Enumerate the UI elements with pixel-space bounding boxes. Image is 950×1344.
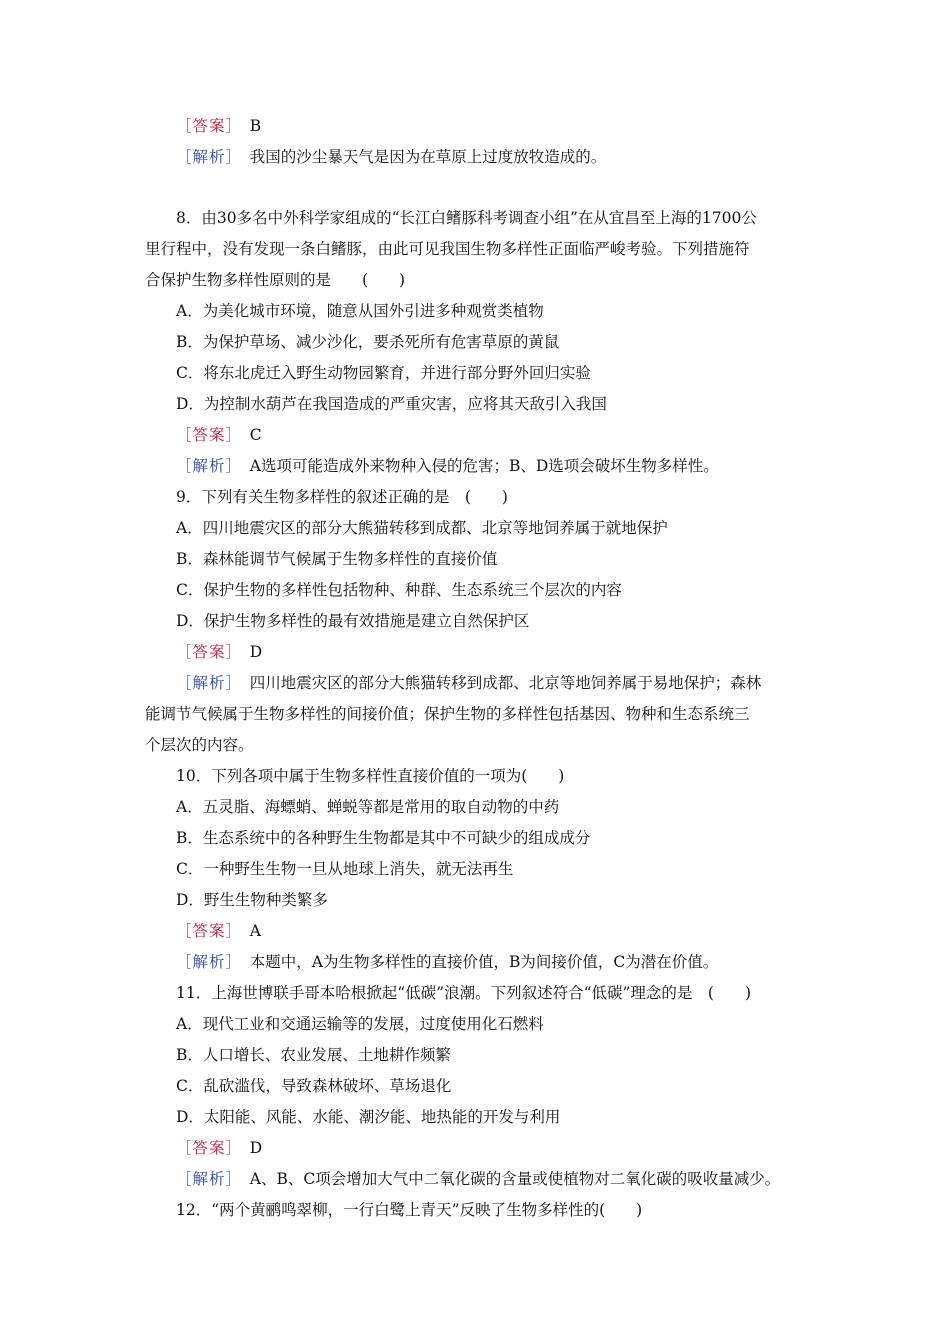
line-text: D．野生生物种类繁多 [176,891,328,909]
text-line [176,797,559,817]
explanation-tag: ［解析］ [176,457,235,475]
line-text: D [234,643,263,661]
line-text: 里行程中，没有发现一条白鳍豚，由此可见我国生物多样性正面临严峻考验。下列措施符 [145,240,750,258]
text-line [176,828,590,848]
answer-tag: ［答案］ [176,117,235,135]
line-text: 四川地震灾区的部分大熊猫转移到成都、北京等地饲养属于易地保护；森林 [234,674,762,692]
text-line [176,301,544,321]
text-line [145,704,750,724]
line-text: 11．上海世博联手哥本哈根掀起“低碳”浪潮。下列叙述符合“低碳”理念的是 ( ) [176,984,752,1002]
line-text: C [234,426,262,444]
text-line [176,1045,451,1065]
line-text: C．保护生物的多样性包括物种、种群、生态系统三个层次的内容 [176,581,622,599]
line-text: A．五灵脂、海螵蛸、蝉蜕等都是常用的取自动物的中药 [176,798,560,816]
answer-tag: ［答案］ [176,643,235,661]
explanation-line [176,1169,780,1189]
text-line [176,394,607,414]
text-line [176,611,529,631]
text-line [176,766,564,786]
text-line [176,890,328,910]
line-text: A [234,922,261,940]
line-text: B．森林能调节气候属于生物多样性的直接价值 [176,550,498,568]
text-line [145,239,750,259]
text-line [176,332,559,352]
explanation-tag: ［解析］ [176,674,235,692]
line-text: C．一种野生生物一旦从地球上消失，就无法再生 [176,860,514,878]
answer-line [176,116,261,136]
line-text: A、B、C项会增加大气中二氧化碳的含量或使植物对二氧化碳的吸收量减少。 [234,1170,781,1188]
answer-line [176,921,261,941]
text-line [176,549,497,569]
text-line [176,580,622,600]
line-text: 能调节气候属于生物多样性的间接价值；保护生物的多样性包括基因、物种和生态系统三 [145,705,750,723]
line-text: B．为保护草场、减少沙化，要杀死所有危害草原的黄鼠 [176,333,560,351]
text-line [145,270,405,290]
line-text: 我国的沙尘暴天气是因为在草原上过度放牧造成的。 [234,148,607,166]
line-text: C．乱砍滥伐，导致森林破坏、草场退化 [176,1077,452,1095]
answer-line [176,425,262,445]
line-text: C．将东北虎迁入野生动物园繁育，并进行部分野外回归实验 [176,364,591,382]
answer-tag: ［答案］ [176,1139,235,1157]
explanation-tag: ［解析］ [176,1170,235,1188]
line-text: 本题中，A为生物多样性的直接价值，B为间接价值，C为潜在价值。 [234,953,719,971]
line-text: 9．下列有关生物多样性的叙述正确的是 ( ) [176,488,508,506]
explanation-line [176,952,718,972]
line-text: 12．“两个黄鹂鸣翠柳，一行白鹭上青天”反映了生物多样性的( ) [176,1201,643,1219]
text-line [176,859,513,879]
text-line [176,487,508,507]
explanation-line [176,147,606,167]
text-line [176,1200,642,1220]
line-text: B．生态系统中的各种野生生物都是其中不可缺少的组成成分 [176,829,591,847]
line-text: D．太阳能、风能、水能、潮汐能、地热能的开发与利用 [176,1108,561,1126]
line-text: 合保护生物多样性原则的是 ( ) [145,271,406,289]
line-text: 个层次的内容。 [145,736,254,754]
line-text: D．保护生物多样性的最有效措施是建立自然保护区 [176,612,530,630]
line-text: D [234,1139,263,1157]
text-line [176,363,591,383]
line-text: A．为美化城市环境，随意从国外引进多种观赏类植物 [176,302,544,320]
explanation-line [176,673,761,693]
text-line [145,735,254,755]
explanation-tag: ［解析］ [176,953,235,971]
text-line [176,208,757,228]
line-text: 8．由30多名中外科学家组成的“长江白鳍豚科考调查小组”在从宜昌至上海的1700公 [176,209,757,227]
line-text: A．现代工业和交通运输等的发展，过度使用化石燃料 [176,1015,544,1033]
text-line [176,1107,560,1127]
line-text: B．人口增长、农业发展、土地耕作频繁 [176,1046,451,1064]
line-text: A选项可能造成外来物种入侵的危害；B、D选项会破坏生物多样性。 [234,457,719,475]
explanation-line [176,456,719,476]
answer-tag: ［答案］ [176,426,235,444]
answer-tag: ［答案］ [176,922,235,940]
answer-line [176,1138,262,1158]
text-line [176,983,751,1003]
text-line [176,1076,451,1096]
explanation-tag: ［解析］ [176,148,235,166]
text-line [176,1014,544,1034]
line-text: D．为控制水葫芦在我国造成的严重灾害，应将其天敌引入我国 [176,395,607,413]
line-text: 10．下列各项中属于生物多样性直接价值的一项为( ) [176,767,565,785]
answer-line [176,642,262,662]
text-line [176,518,668,538]
line-text: A．四川地震灾区的部分大熊猫转移到成都、北京等地饲养属于就地保护 [176,519,668,537]
line-text: B [234,117,262,135]
